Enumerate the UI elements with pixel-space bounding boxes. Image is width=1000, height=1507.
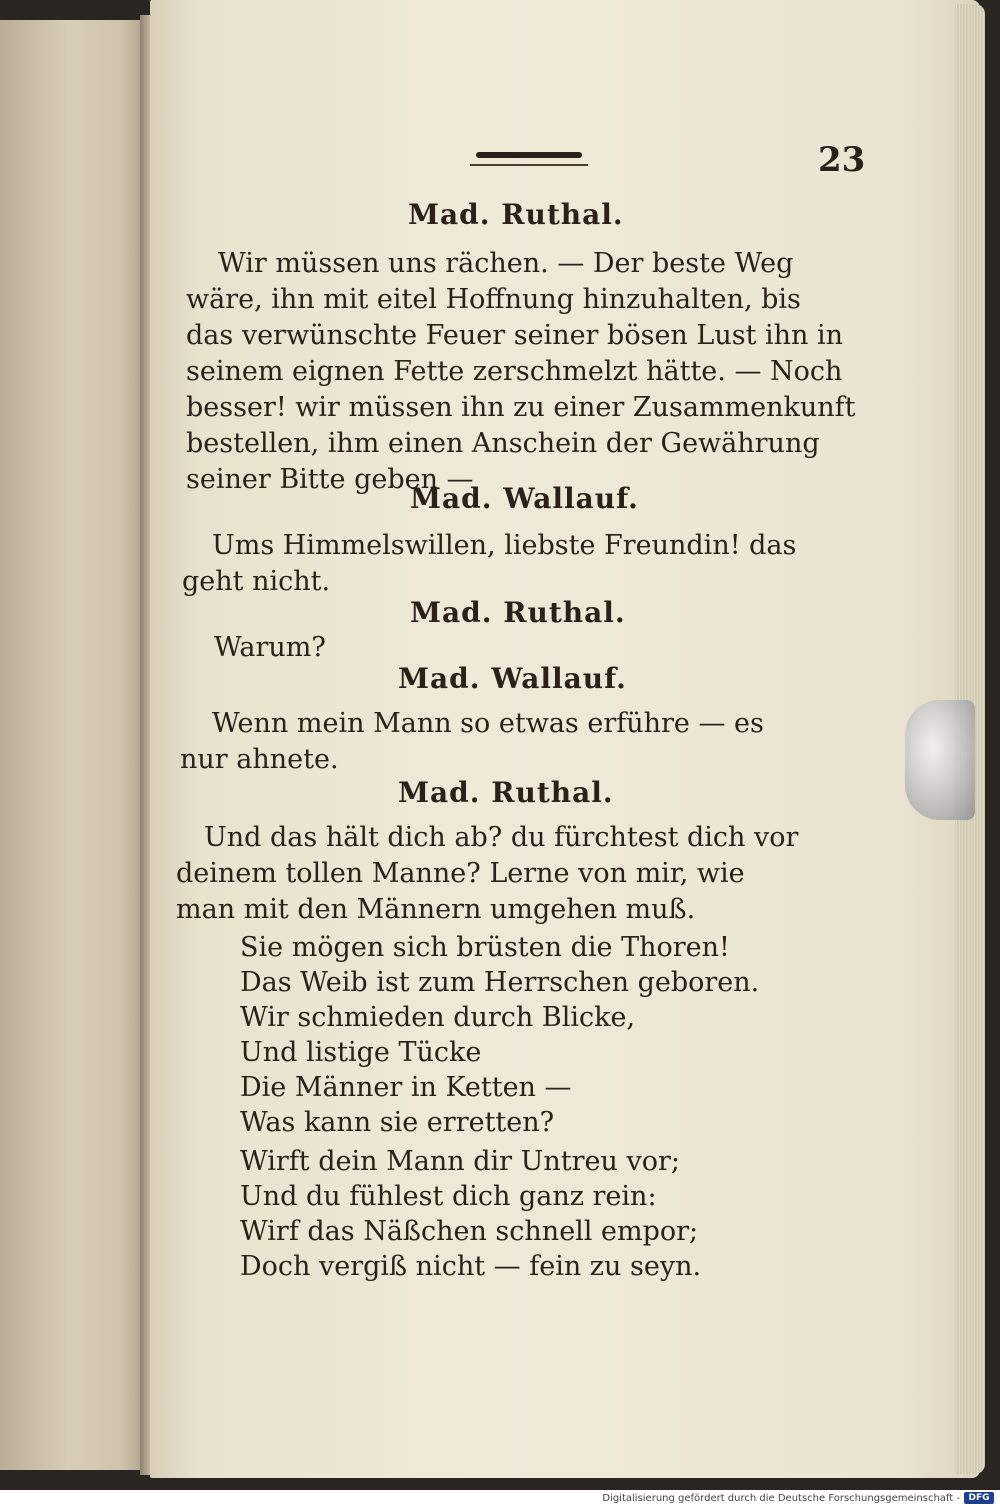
header-rule bbox=[476, 152, 582, 158]
speaker-heading: Mad. Wallauf. bbox=[398, 662, 627, 695]
speaker-heading: Mad. Ruthal. bbox=[410, 596, 626, 629]
left-page bbox=[0, 20, 150, 1470]
verse-line: Und listige Tücke bbox=[240, 1037, 482, 1068]
verse-line: Sie mögen sich brüsten die Thoren! bbox=[240, 932, 730, 963]
speaker-heading: Mad. Ruthal. bbox=[408, 198, 624, 231]
text-line: wäre, ihn mit eitel Hoffnung hinzuhalten, bis bbox=[186, 284, 801, 315]
text-line: Ums Himmelswillen, liebste Freundin! das bbox=[212, 530, 797, 561]
verse-line: Wir schmieden durch Blicke, bbox=[240, 1002, 636, 1033]
text-line: geht nicht. bbox=[182, 566, 331, 597]
verse-line: Die Männer in Ketten — bbox=[240, 1072, 572, 1103]
verse-line: Was kann sie erretten? bbox=[240, 1107, 555, 1138]
verse-line: Wirf das Näßchen schnell empor; bbox=[240, 1216, 699, 1247]
text-line: deinem tollen Manne? Lerne von mir, wie bbox=[176, 858, 745, 889]
page-number: 23 bbox=[818, 140, 866, 180]
speaker-heading: Mad. Ruthal. bbox=[398, 776, 614, 809]
text-line: seiner Bitte geben — bbox=[186, 464, 474, 495]
dfg-logo: DFG bbox=[964, 1492, 994, 1504]
verse-line: Und du fühlest dich ganz rein: bbox=[240, 1181, 657, 1212]
header-rule-thin bbox=[470, 164, 588, 166]
text-line: Und das hält dich ab? du fürchtest dich vor bbox=[204, 822, 799, 853]
text-line: man mit den Männern umgehen muß. bbox=[176, 894, 696, 925]
text-line: Wir müssen uns rächen. — Der beste Weg bbox=[218, 248, 794, 279]
text-line: nur ahnete. bbox=[180, 744, 339, 775]
verse-line: Doch vergiß nicht — fein zu seyn. bbox=[240, 1251, 702, 1282]
text-line: Wenn mein Mann so etwas erführe — es bbox=[212, 708, 764, 739]
speaker-heading: Mad. Wallauf. bbox=[410, 482, 639, 515]
text-line: Warum? bbox=[214, 632, 326, 663]
text-line: seinem eignen Fette zerschmelzt hätte. — Noch bbox=[186, 356, 843, 387]
verse-line: Wirft dein Mann dir Untreu vor; bbox=[240, 1146, 680, 1177]
text-line: bestellen, ihm einen Anschein der Gewährung bbox=[186, 428, 820, 459]
footer-credit: Digitalisierung gefördert durch die Deutsche Forschungsgemeinschaft - bbox=[602, 1493, 960, 1504]
verse-line: Das Weib ist zum Herrschen geboren. bbox=[240, 967, 760, 998]
clip-holder bbox=[905, 700, 975, 820]
text-line: besser! wir müssen ihn zu einer Zusammenkunft bbox=[186, 392, 856, 423]
text-line: das verwünschte Feuer seiner bösen Lust ihn in bbox=[186, 320, 844, 351]
